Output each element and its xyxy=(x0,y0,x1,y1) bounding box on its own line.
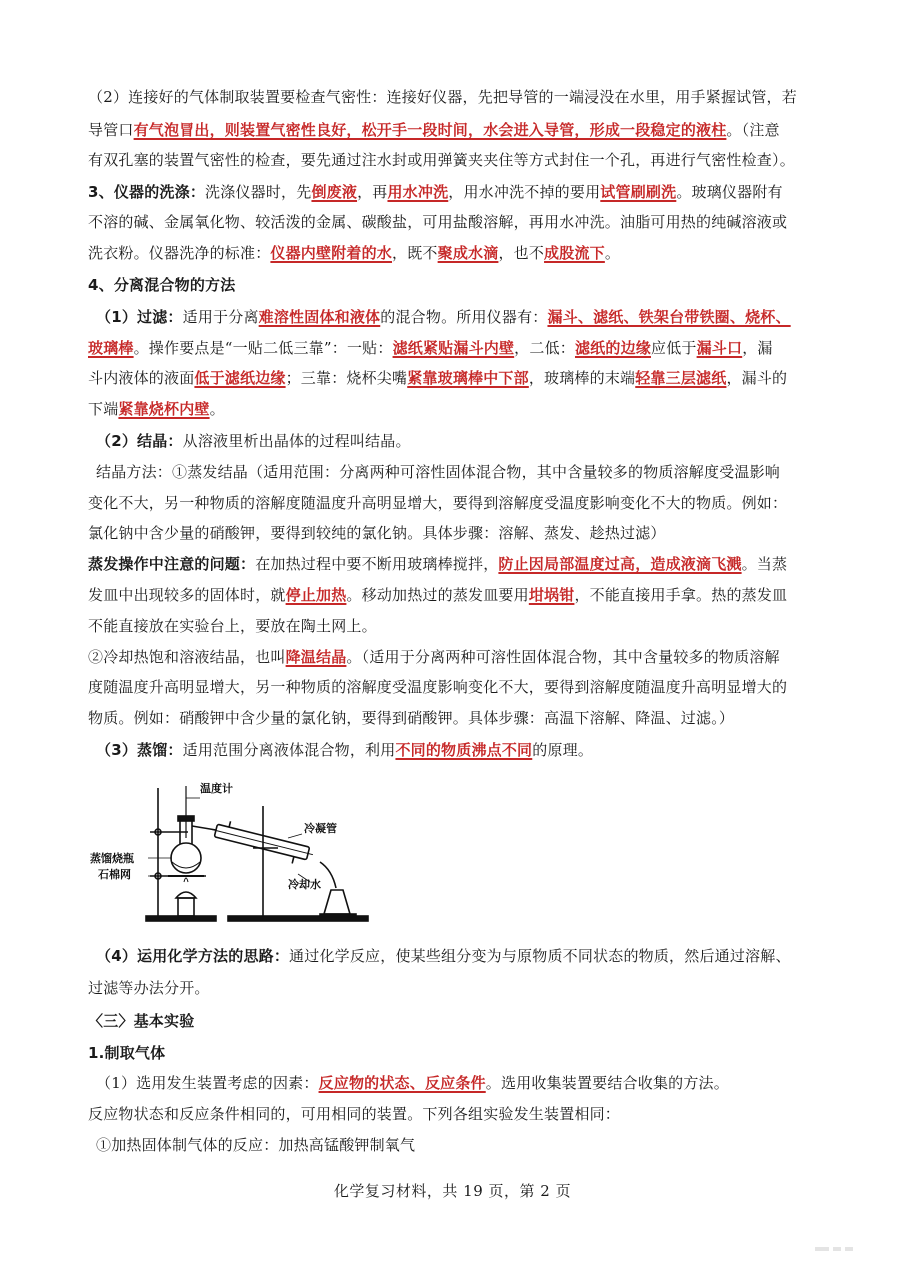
section-heading: 1.制取气体 xyxy=(88,1044,166,1062)
key-answer: 降温结晶 xyxy=(285,648,347,666)
filtration-line-1: （1）过滤：适用于分离难溶性固体和液体的混合物。所用仪器有：漏斗、滤纸、铁架台带铁圈、烧杯、 xyxy=(96,308,791,326)
key-answer: 成股流下 xyxy=(544,244,605,262)
distillation-apparatus-diagram xyxy=(88,778,388,933)
washing-line-3: 洗衣粉。仪器洗净的标准：仪器内壁附着的水，既不聚成水滴，也不成股流下。 xyxy=(88,244,621,262)
watermark-dots xyxy=(815,1246,855,1252)
flask-label: 蒸馏烧瓶 xyxy=(90,852,134,865)
crystallization-line-3: 变化不大，另一种物质的溶解度随温度升高明显增大，要得到溶解度受温度影响变化不大的物质。例如： xyxy=(88,494,788,512)
separation-heading-line xyxy=(88,270,828,300)
key-answer: 用水冲洗 xyxy=(387,183,449,201)
sub-heading: （1）过滤： xyxy=(96,308,183,326)
sub-heading: （3）蒸馏： xyxy=(96,741,183,759)
gas-prep-line-2: 反应物状态和反应条件相同的，可用相同的装置。下列各组实验发生装置相同： xyxy=(88,1105,621,1123)
washing-line-1: 3、仪器的洗涤：洗涤仪器时，先倒废液，再用水冲洗，用水冲洗不掉的要用试管刷刷洗。玻璃仪器附有 xyxy=(88,183,783,201)
key-answer: 难溶性固体和液体 xyxy=(258,308,381,326)
key-answer: 聚成水滴 xyxy=(437,244,499,262)
key-answer: 玻璃棒 xyxy=(88,339,134,357)
filtration-line-4: 下端紧靠烧杯内壁。 xyxy=(88,400,225,418)
basic-experiments-heading xyxy=(88,1006,828,1036)
key-answer: 有气泡冒出，则装置气密性良好，松开手一段时间，水会进入导管，形成一段稳定的液柱 xyxy=(133,121,727,139)
key-answer: 试管刷刷洗 xyxy=(600,183,677,201)
gas-prep-line-3: ①加热固体制气体的反应：加热高锰酸钾制氧气 xyxy=(96,1136,416,1154)
key-answer: 不同的物质沸点不同 xyxy=(395,741,533,759)
key-answer: 倒废液 xyxy=(311,183,358,201)
sub-heading: 蒸发操作中注意的问题： xyxy=(88,555,256,573)
key-answer: 防止因局部温度过高，造成液滴飞溅 xyxy=(498,555,742,573)
gas-prep-heading xyxy=(88,1038,828,1068)
crystallization-line-2: 结晶方法：①蒸发结晶（适用范围：分离两种可溶性固体混合物，其中含量较多的物质溶解度受温影响 xyxy=(96,463,781,481)
gas-prep-line-1: （1）选用发生装置考虑的因素：反应物的状态、反应条件。选用收集装置要结合收集的方法。 xyxy=(96,1074,729,1092)
cooling-line-1: ②冷却热饱和溶液结晶，也叫降温结晶。（适用于分离两种可溶性固体混合物，其中含量较多的物质溶解 xyxy=(88,648,780,666)
filtration-line-3: 斗内液体的液面低于滤纸边缘；三靠：烧杯尖嘴紧靠玻璃棒中下部，玻璃棒的末端轻靠三层滤纸，漏斗的 xyxy=(88,369,788,387)
thermometer-label: 温度计 xyxy=(200,782,233,795)
distillation-line: （3）蒸馏：适用范围分离液体混合物，利用不同的物质沸点不同的原理。 xyxy=(96,741,594,759)
key-answer: 紧靠玻璃棒中下部 xyxy=(407,369,529,387)
cooling-line-3: 物质。例如：硝酸钾中含少量的氯化钠，要得到硝酸钾。具体步骤：高温下溶解、降温、过滤。） xyxy=(88,709,735,727)
airtight-line-2: 导管口有气泡冒出，则装置气密性良好，松开手一段时间，水会进入导管，形成一段稳定的液柱。（注意 xyxy=(88,121,780,139)
condenser-label: 冷凝管 xyxy=(304,822,337,835)
key-answer: 紧靠烧杯内壁 xyxy=(118,400,210,418)
key-answer: 漏斗、滤纸、铁架台带铁圈、烧杯、 xyxy=(547,308,791,326)
airtight-line-1: （2）连接好的气体制取装置要检查气密性：连接好仪器，先把导管的一端浸没在水里，用手紧握试管，若 xyxy=(88,88,797,106)
evaporation-line-3: 不能直接放在实验台上，要放在陶土网上。 xyxy=(88,617,377,635)
chemical-method-line-1: （4）运用化学方法的思路：通过化学反应，使某些组分变为与原物质不同状态的物质，然后通过溶解、 xyxy=(96,947,791,965)
airtight-line-3: 有双孔塞的装置气密性的检查，要先通过注水封或用弹簧夹夹住等方式封住一个孔，再进行气密性检查）。 xyxy=(88,151,795,169)
key-answer: 停止加热 xyxy=(285,586,347,604)
page-footer: 化学复习材料，共 19 页，第 2 页 xyxy=(333,1182,572,1200)
key-answer: 仪器内壁附着的水 xyxy=(270,244,393,262)
chemical-method-line-2: 过滤等办法分开。 xyxy=(88,979,210,997)
key-answer: 坩埚钳 xyxy=(528,586,575,604)
section-heading: 4、分离混合物的方法 xyxy=(88,276,236,294)
key-answer: 低于滤纸边缘 xyxy=(194,369,286,387)
evaporation-line-1: 蒸发操作中注意的问题：在加热过程中要不断用玻璃棒搅拌，防止因局部温度过高，造成液滴飞溅。当蒸 xyxy=(88,555,788,573)
sub-heading: （2）结晶： xyxy=(96,432,183,450)
sub-heading: （4）运用化学方法的思路： xyxy=(96,947,290,965)
gauze-label: 石棉网 xyxy=(98,868,131,881)
washing-line-2: 不溶的碱、金属氧化物、较活泼的金属、碳酸盐，可用盐酸溶解，再用水冲洗。油脂可用热的纯碱溶液或 xyxy=(88,213,788,231)
key-answer: 反应物的状态、反应条件 xyxy=(318,1074,486,1092)
cooling-water-label: 冷却水 xyxy=(288,878,321,891)
section-heading: 〈三〉基本实验 xyxy=(88,1012,195,1030)
crystallization-line-4: 氯化钠中含少量的硝酸钾，要得到较纯的氯化钠。具体步骤：溶解、蒸发、趁热过滤） xyxy=(88,524,666,542)
section-heading: 3、仪器的洗涤： xyxy=(88,183,206,201)
filtration-line-2: 玻璃棒。操作要点是“一贴二低三靠”：一贴：滤纸紧贴漏斗内壁，二低：滤纸的边缘应低于漏斗口，漏 xyxy=(88,339,773,357)
key-answer: 滤纸紧贴漏斗内壁 xyxy=(392,339,515,357)
key-answer: 漏斗口 xyxy=(696,339,743,357)
crystallization-line-1: （2）结晶：从溶液里析出晶体的过程叫结晶。 xyxy=(96,432,411,450)
key-answer: 滤纸的边缘 xyxy=(574,339,651,357)
evaporation-line-2: 发皿中出现较多的固体时，就停止加热。移动加热过的蒸发皿要用坩埚钳，不能直接用手拿。热的蒸发皿 xyxy=(88,586,788,604)
cooling-line-2: 度随温度升高明显增大，另一种物质的溶解度受温度影响变化不大，要得到溶解度随温度升高明显增大的 xyxy=(88,678,788,696)
key-answer: 轻靠三层滤纸 xyxy=(635,369,727,387)
